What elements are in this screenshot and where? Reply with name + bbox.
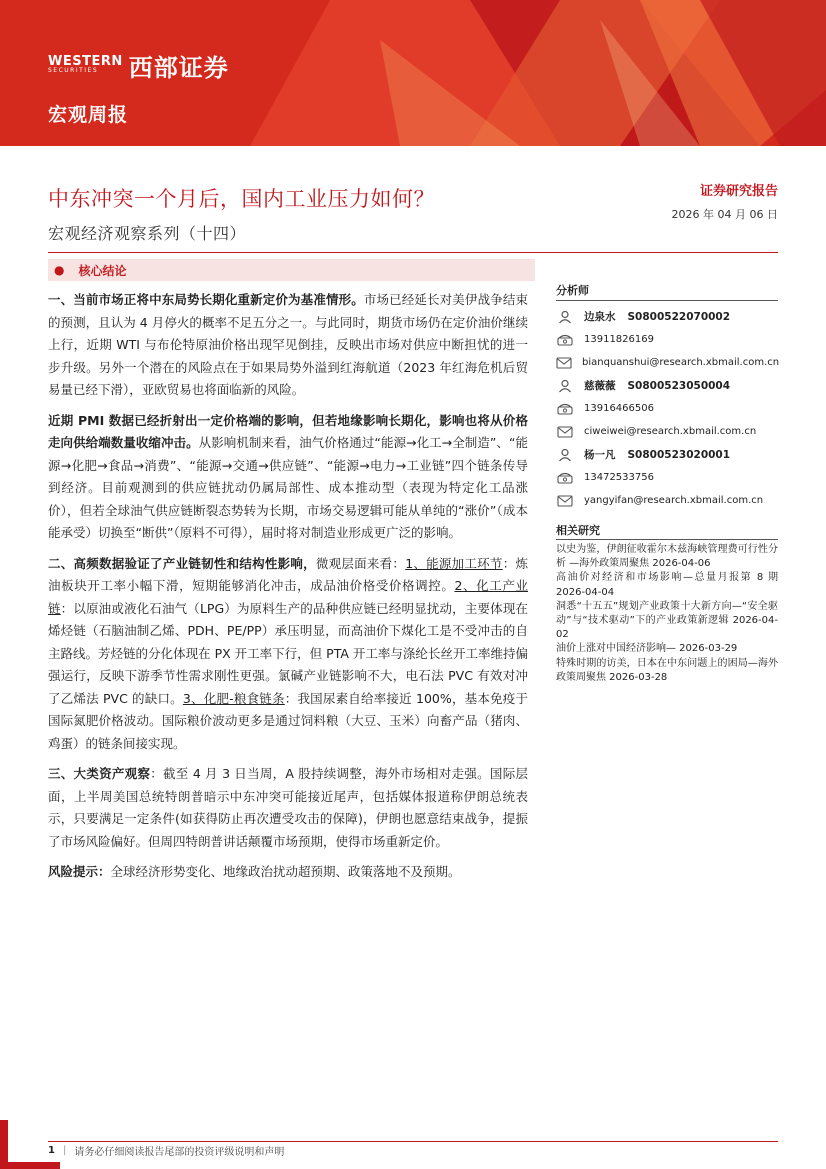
p5-bold: 风险提示： <box>48 864 111 879</box>
p3-underline-2: 2、化工产业链 <box>48 578 528 616</box>
p2-text: 从影响机制来看，油气价格通过“能源→化工→全制造”、“能源→化肥→食品→消费”、“能源→交通→供应链”、“能源→电力→工业链”四个链条传导到经济。目前观测到的供应链扰动仍属局部性、成本推动型（表现为特定化工品涨价），但若全球油气供应链断裂态势转为长期，市场交易逻辑可能从单纯的“涨价”（成本能承受）切换至“断供”（原料不可得），届时将对制造业形成更广泛的影响。 <box>48 435 528 540</box>
analyst-1-cert: S0800522070002 <box>627 310 731 323</box>
main-body <box>48 289 528 892</box>
paragraph-4 <box>48 763 528 853</box>
brand-en-sub: SECURITIES <box>48 67 99 74</box>
sidebar <box>556 279 778 685</box>
report-label: 证券研究报告 <box>699 184 778 199</box>
p1-text: 市场已经延长对美伊战争结束的预测，且认为 4 月停火的概率不足五分之一。与此同时，期货市场仍在定价油价继续上行，近期 WTI 与布伦特原油价格出现罕见倒挂，反映出市场对供应中断担忧的进一步升级。另外一个潜在的风险点在于如果局势外溢到红海航道（2023 年红海危机后贸易量已经下滑），亚欧贸易也将面临新的风险。 <box>48 292 528 397</box>
p3-underline-3: 3、化肥-粮食链条 <box>182 690 285 706</box>
page-number: 1 <box>48 1145 55 1156</box>
p5-text: 全球经济形势变化、地缘政治扰动超预期、政策落地不及预期。 <box>110 864 461 879</box>
p3-bold: 二、高频数据验证了产业链韧性和结构性影响， <box>48 555 316 571</box>
email-icon <box>556 424 574 440</box>
analyst-1-name-row <box>556 305 778 328</box>
report-date: 2026 年 04 月 06 日 <box>671 208 778 221</box>
title-divider <box>48 252 778 253</box>
analyst-2-email[interactable]: ciweiwei@research.xbmail.com.cn <box>584 426 757 437</box>
person-icon <box>556 378 574 394</box>
paragraph-1 <box>48 289 528 402</box>
p1-bold: 一、当前市场正将中东局势长期化重新定价为基准情形。 <box>48 292 364 307</box>
person-icon <box>556 447 574 463</box>
phone-icon <box>556 470 574 486</box>
footer-separator: | <box>62 1145 67 1156</box>
analyst-1-phone: 13911826169 <box>584 334 654 345</box>
phone-icon <box>556 332 574 348</box>
analyst-2-phone-row <box>556 397 778 420</box>
analyst-3-email[interactable]: yangyifan@research.xbmail.com.cn <box>584 495 764 506</box>
paragraph-3 <box>48 553 528 756</box>
analyst-3-cert: S0800523020001 <box>627 448 731 461</box>
page-subtitle: 宏观经济观察系列（十四） <box>48 224 247 243</box>
p4-bold: 三、大类资产观察 <box>48 766 151 781</box>
analyst-3-email-row[interactable] <box>556 489 778 512</box>
phone-icon <box>556 401 574 417</box>
corner-mark-bottom <box>0 1162 60 1169</box>
footer-divider <box>48 1141 778 1142</box>
section-header-label: 核心结论 <box>78 263 127 278</box>
footer <box>48 1143 284 1158</box>
related-item[interactable]: 特殊时期的访美，日本在中东问题上的困局—海外政策周聚焦 2026-03-28 <box>556 657 778 683</box>
p3-text-c: ：以原油或液化石油气（LPG）为原料生产的品种供应链已经明显扰动，主要体现在烯烃链（石脑油制乙烯、PDH、PE/PP）承压明显，而高油价下煤化工是不受冲击的自主路线。芳烃链的分化体现在 PX 开工率下行，但 PTA 开工率与涤纶长丝开工率维持偏强运行，反映下游季节性需求刚性更强。氯碱产业链影响不大，电石法 PVC 有效对冲了乙烯法 PVC 的缺口。 <box>48 600 528 706</box>
brand-cn-text: 西部证券 <box>128 54 229 82</box>
p2-bold: 近期 PMI 数据已经折射出一定价格端的影响，但若地缘影响长期化，影响也将从价格走向供给端数量收缩冲击。 <box>48 412 528 450</box>
related-item[interactable]: 高油价对经济和市场影响—总量月报第 8 期 2026-04-04 <box>556 572 778 598</box>
header-banner <box>0 0 826 146</box>
brand-logo <box>48 48 229 83</box>
p3-underline-1: 1、能源加工环节 <box>405 555 503 571</box>
analyst-1-email-row[interactable] <box>556 351 778 374</box>
p3-text-b: ：炼油板块开工率小幅下滑，短期能够消化冲击，成品油价格受价格调控。 <box>48 555 528 593</box>
analyst-2-name: 慈薇薇 <box>584 380 616 392</box>
email-icon <box>556 493 574 509</box>
related-header: 相关研究 <box>556 518 778 540</box>
analyst-2-cert: S0800523050004 <box>627 379 731 392</box>
brand-logo-en <box>48 56 123 75</box>
analyst-3-name: 杨一凡 <box>584 449 616 461</box>
page-title: 中东冲突一个月后，国内工业压力如何？ <box>48 187 435 211</box>
analyst-list <box>556 305 778 512</box>
related-list <box>556 543 778 685</box>
analyst-3-name-row <box>556 443 778 466</box>
brand-en-text: WESTERN <box>48 54 123 69</box>
analyst-2-name-row <box>556 374 778 397</box>
related-item[interactable]: 油价上涨对中国经济影响— 2026-03-29 <box>556 643 738 655</box>
analyst-1-phone-row <box>556 328 778 351</box>
report-type: 宏观周报 <box>48 104 129 126</box>
bullet-icon: ● <box>54 263 65 277</box>
email-icon <box>556 355 572 371</box>
p4-text: ：截至 4 月 3 日当周，A 股持续调整，海外市场相对走强。国际层面，上半周美国总统特朗普暗示中东冲突可能接近尾声，包括媒体报道称伊朗总统表示，只要满足一定条件(如获得防止再次遭受攻击的保障)，伊朗也愿意结束战争，提振了市场风险偏好。但周四特朗普讲话颠覆市场预期，使得市场重新定价。 <box>48 766 528 849</box>
paragraph-2 <box>48 410 528 545</box>
analyst-1-email[interactable]: bianquanshui@research.xbmail.com.cn <box>582 357 780 368</box>
analyst-2-email-row[interactable] <box>556 420 778 443</box>
footer-notice: 请务必仔细阅读报告尾部的投资评级说明和声明 <box>74 1147 285 1158</box>
paragraph-5 <box>48 861 528 884</box>
analyst-2-phone: 13916466506 <box>584 403 654 414</box>
analyst-3-phone-row <box>556 466 778 489</box>
analyst-1-name: 边泉水 <box>584 311 616 323</box>
analyst-3-phone: 13472533756 <box>584 472 654 483</box>
section-header <box>48 259 535 281</box>
related-item[interactable]: 洞悉“十五五”规划产业政策十大新方向—“安全驱动”与“技术驱动”下的产业政策新逻辑 2026-04-02 <box>556 600 778 641</box>
analyst-header: 分析师 <box>556 279 778 301</box>
person-icon <box>556 309 574 325</box>
p3-text-d: ：我国尿素自给率接近 100%，基本免疫于国际氮肥价格波动。国际粮价波动更多是通过饲料粮（大豆、玉米）向畜产品（猪肉、鸡蛋）的链条间接实现。 <box>48 690 529 751</box>
p3-text-a: 微观层面来看： <box>315 555 406 571</box>
related-item[interactable]: 以史为鉴，伊朗征收霍尔木兹海峡管理费可行性分析 —海外政策周聚焦 2026-04-06 <box>556 544 778 570</box>
